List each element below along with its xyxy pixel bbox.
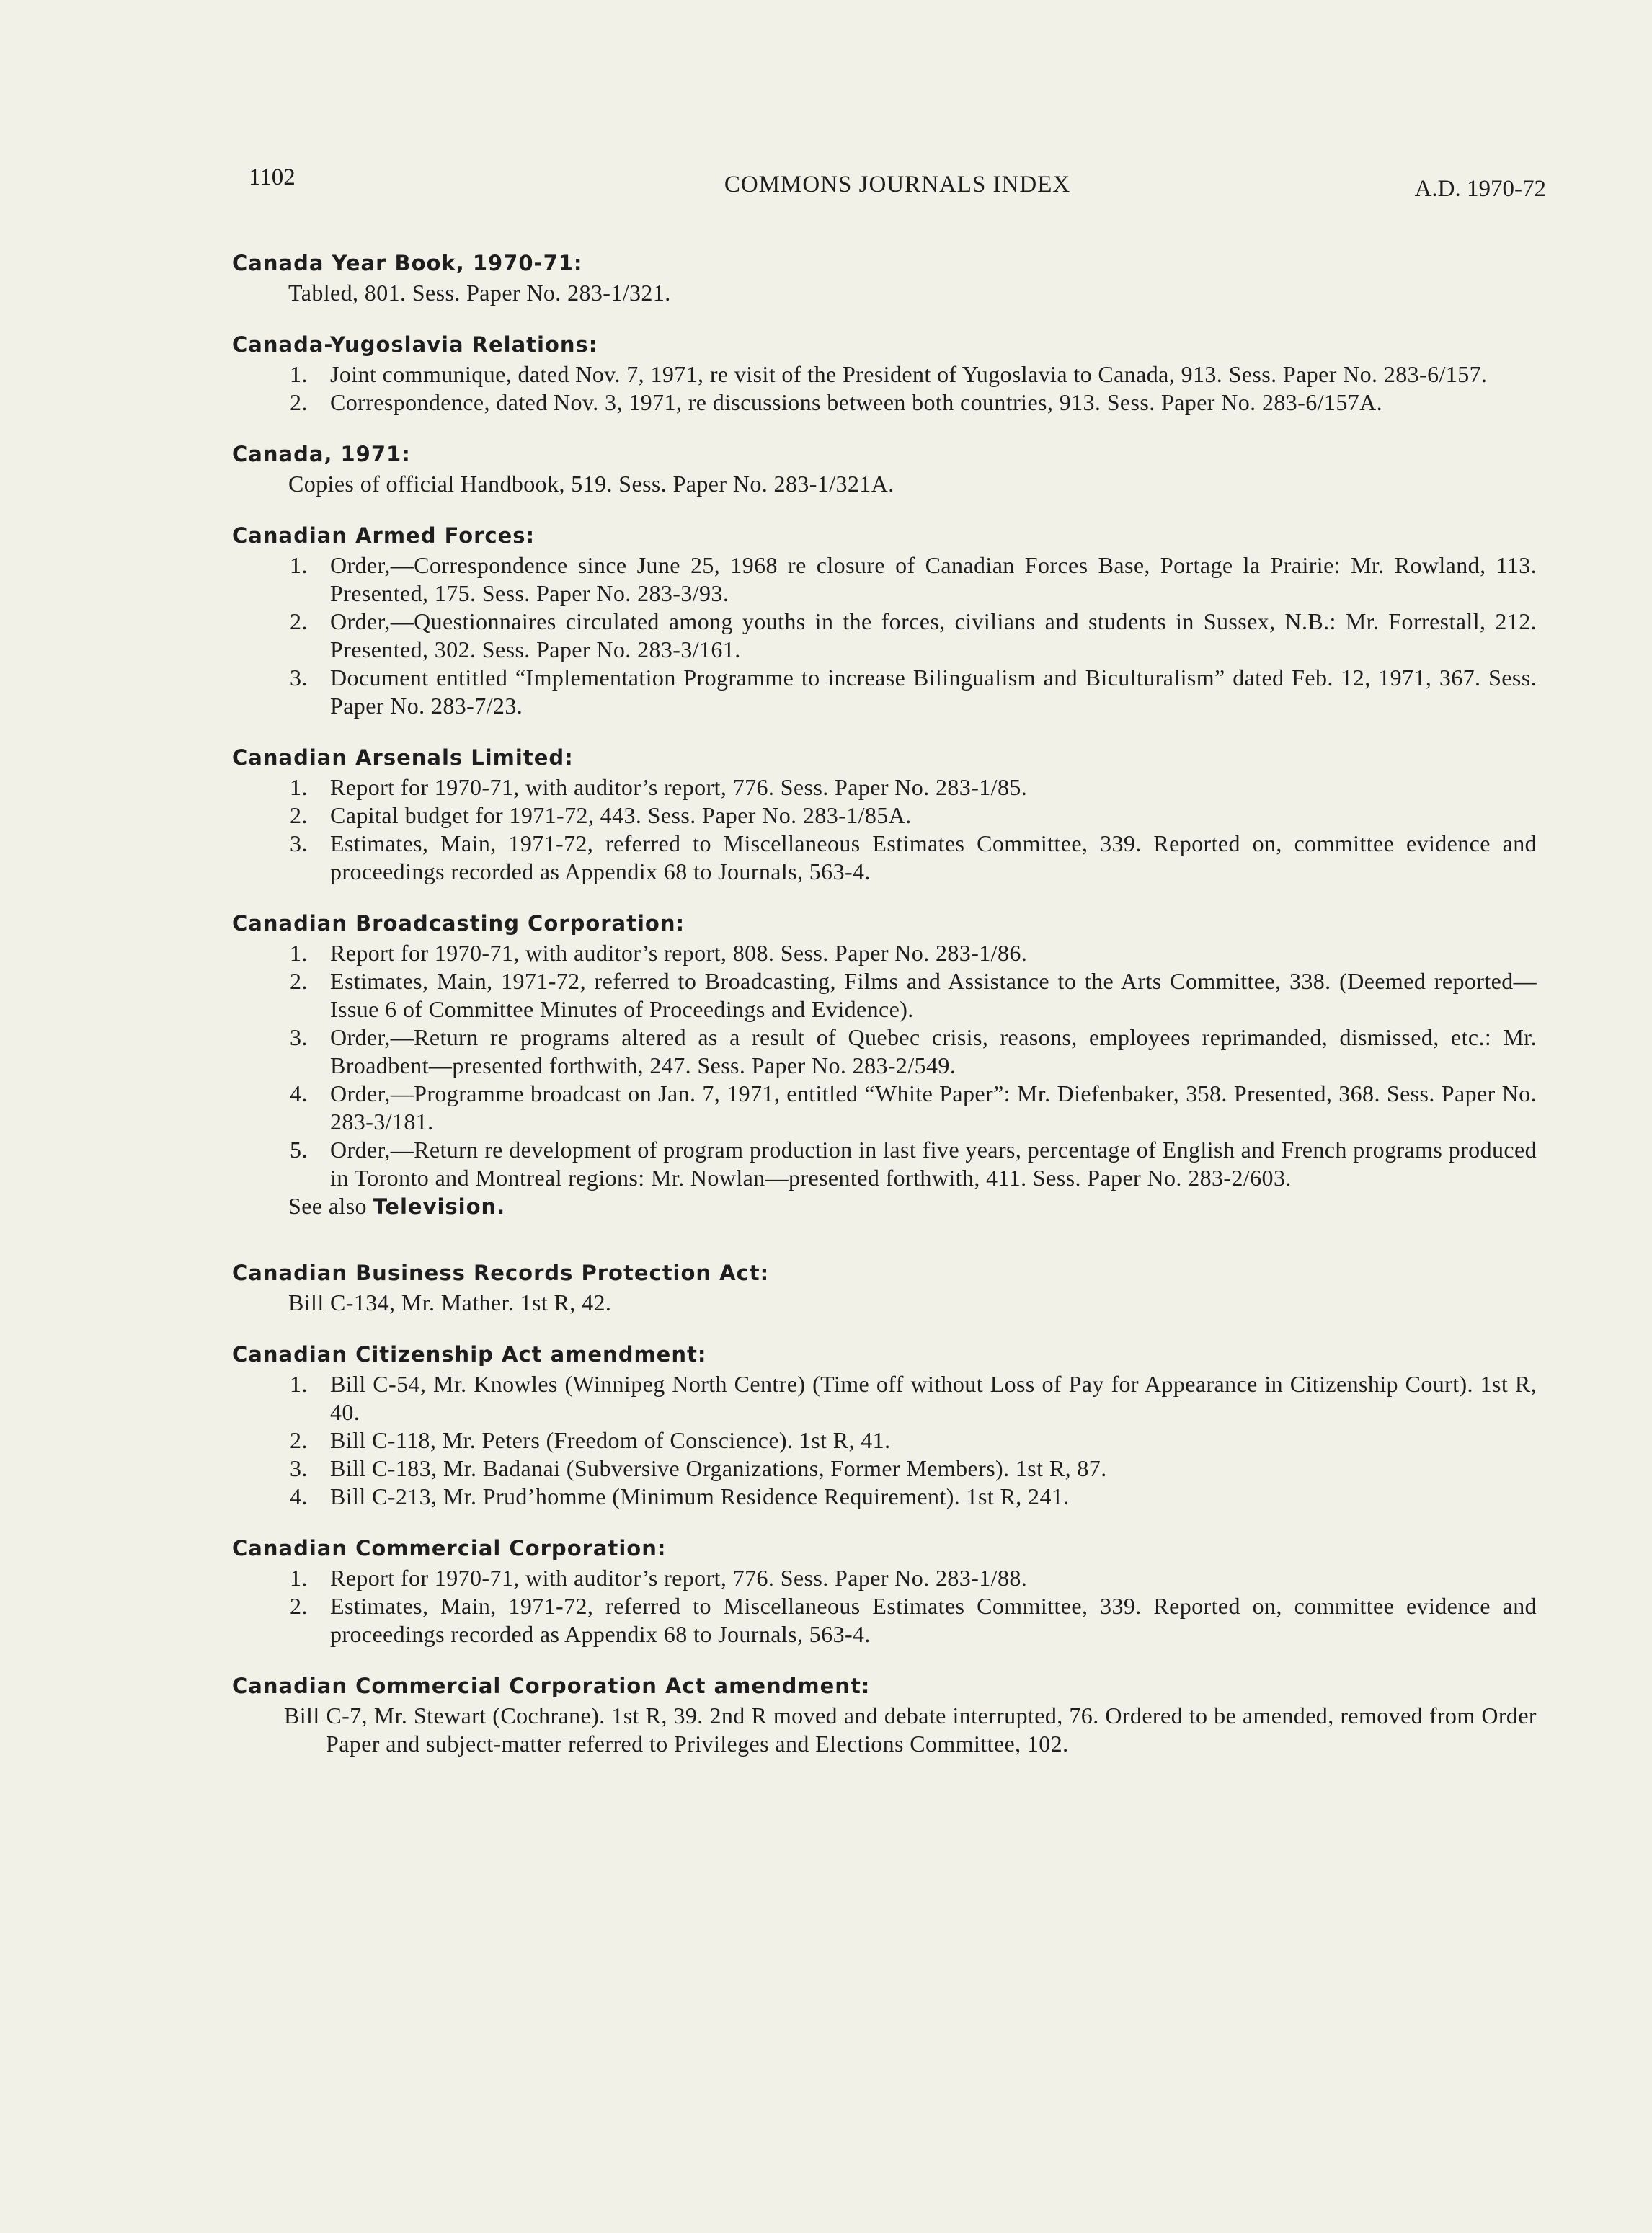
item-number: 2. bbox=[290, 968, 308, 994]
item-number: 1. bbox=[290, 1371, 308, 1397]
entry-heading: Canadian Armed Forces: bbox=[232, 523, 536, 548]
entry-item bbox=[232, 1426, 1537, 1455]
index-entry-canadian-broadcasting-corporation bbox=[232, 909, 1537, 1221]
item-text: Order,—Return re programs altered as a result of Quebec crisis, reasons, employees reprimanded, dismissed, etc.: Mr. Broadbent—presented forthwith, 247. Sess. Paper No. 283-2/549. bbox=[330, 1024, 1537, 1078]
item-text: Report for 1970-71, with auditor’s report, 808. Sess. Paper No. 283-1/86. bbox=[330, 940, 1028, 966]
item-text: Bill C-118, Mr. Peters (Freedom of Conscience). 1st R, 41. bbox=[330, 1427, 891, 1453]
item-text: Bill C-213, Mr. Prud’homme (Minimum Residence Requirement). 1st R, 241. bbox=[330, 1483, 1070, 1509]
entry-item bbox=[232, 1080, 1537, 1136]
entry-item bbox=[232, 389, 1537, 417]
entry-heading: Canadian Business Records Protection Act: bbox=[232, 1261, 770, 1285]
item-number: 4. bbox=[290, 1080, 308, 1106]
see-also-reference bbox=[232, 1192, 1537, 1221]
entry-item bbox=[232, 1024, 1537, 1080]
see-also-prefix: See also bbox=[288, 1193, 367, 1219]
item-text: Estimates, Main, 1971-72, referred to Miscellaneous Estimates Committee, 339. Reported on, committee evidence and proceedings recorded as Appendix 68 to Journals, 563-4. bbox=[330, 830, 1537, 884]
index-entry-canadian-arsenals-limited bbox=[232, 743, 1537, 886]
entry-item bbox=[232, 1592, 1537, 1648]
item-text: Bill C-183, Mr. Badanai (Subversive Organizations, Former Members). 1st R, 87. bbox=[330, 1455, 1107, 1481]
index-entry-canadian-commercial-corporation-act-amendment bbox=[232, 1672, 1537, 1758]
entry-heading: Canadian Arsenals Limited: bbox=[232, 745, 574, 770]
entry-item-list bbox=[232, 551, 1537, 720]
entry-item bbox=[232, 1564, 1537, 1592]
entry-item bbox=[232, 967, 1537, 1024]
entry-text: Bill C-134, Mr. Mather. 1st R, 42. bbox=[288, 1289, 612, 1315]
entry-item bbox=[232, 608, 1537, 664]
entry-heading: Canadian Citizenship Act amendment: bbox=[232, 1342, 707, 1367]
journal-title: COMMONS JOURNALS INDEX bbox=[724, 172, 1071, 197]
entry-heading: Canadian Broadcasting Corporation: bbox=[232, 911, 685, 936]
item-text: Joint communique, dated Nov. 7, 1971, re visit of the President of Yugoslavia to Canada, 913. Sess. Paper No. 283-6/157. bbox=[330, 361, 1488, 387]
item-text: Estimates, Main, 1971-72, referred to Broadcasting, Films and Assistance to the Arts Committee, 338. (Deemed reported—Issue 6 of Committee Minutes of Proceedings and Evidence). bbox=[330, 968, 1537, 1022]
item-text: Report for 1970-71, with auditor’s report, 776. Sess. Paper No. 283-1/88. bbox=[330, 1565, 1028, 1591]
entry-heading: Canada-Yugoslavia Relations: bbox=[232, 332, 598, 357]
item-number: 3. bbox=[290, 830, 308, 856]
item-text: Order,—Correspondence since June 25, 1968 re closure of Canadian Forces Base, Portage la Prairie: Mr. Rowland, 113. Presented, 175. Sess. Paper No. 283-3/93. bbox=[330, 552, 1537, 606]
item-text: Order,—Programme broadcast on Jan. 7, 1971, entitled “White Paper”: Mr. Diefenbaker, 358. Presented, 368. Sess. Paper No. 283-3/181. bbox=[330, 1080, 1537, 1135]
index-entry-canadian-citizenship-act-amendment bbox=[232, 1340, 1537, 1511]
index-entry-canada-1971 bbox=[232, 440, 1537, 498]
item-number: 1. bbox=[290, 552, 308, 578]
item-text: Bill C-54, Mr. Knowles (Winnipeg North Centre) (Time off without Loss of Pay for Appearance in Citizenship Court). 1st R, 40. bbox=[330, 1371, 1537, 1425]
item-number: 1. bbox=[290, 1565, 308, 1591]
entry-heading: Canada, 1971: bbox=[232, 442, 411, 466]
entry-item bbox=[232, 664, 1537, 720]
entry-text: Bill C-7, Mr. Stewart (Cochrane). 1st R, 39. 2nd R moved and debate interrupted, 76. Ordered to be amended, removed from Order Paper and subject-matter referred to Privileges and Elections Committee, 102. bbox=[284, 1703, 1537, 1757]
entry-item bbox=[232, 1483, 1537, 1511]
item-number: 1. bbox=[290, 940, 308, 966]
entry-item-list bbox=[232, 773, 1537, 886]
entry-item bbox=[232, 551, 1537, 608]
item-text: Report for 1970-71, with auditor’s report, 776. Sess. Paper No. 283-1/85. bbox=[330, 774, 1028, 800]
index-content bbox=[232, 249, 1537, 1781]
entry-heading: Canadian Commercial Corporation Act amendment: bbox=[232, 1674, 871, 1698]
see-also-target: Television. bbox=[373, 1194, 506, 1219]
item-number: 4. bbox=[290, 1483, 308, 1509]
item-text: Correspondence, dated Nov. 3, 1971, re discussions between both countries, 913. Sess. Paper No. 283-6/157A. bbox=[330, 389, 1383, 415]
page-number: 1102 bbox=[249, 164, 296, 190]
index-entry-canadian-armed-forces bbox=[232, 521, 1537, 720]
entry-text: Copies of official Handbook, 519. Sess. Paper No. 283-1/321A. bbox=[288, 471, 894, 497]
index-entry-canadian-commercial-corporation bbox=[232, 1534, 1537, 1648]
item-number: 3. bbox=[290, 1455, 308, 1481]
entry-item bbox=[232, 773, 1537, 802]
item-number: 1. bbox=[290, 361, 308, 387]
item-text: Order,—Questionnaires circulated among youths in the forces, civilians and students in Sussex, N.B.: Mr. Forrestall, 212. Presented, 302. Sess. Paper No. 283-3/161. bbox=[330, 608, 1537, 662]
item-number: 2. bbox=[290, 608, 308, 634]
index-entry-canada-yugoslavia-relations bbox=[232, 330, 1537, 417]
item-text: Order,—Return re development of program production in last five years, percentage of English and French programs produced in Toronto and Montreal regions: Mr. Nowlan—presented forthwith, 411. Sess. Paper No. 283-2/603. bbox=[330, 1137, 1537, 1191]
entry-item bbox=[232, 830, 1537, 886]
item-number: 3. bbox=[290, 665, 308, 691]
entry-item-list bbox=[232, 939, 1537, 1192]
entry-text: Tabled, 801. Sess. Paper No. 283-1/321. bbox=[288, 280, 671, 306]
entry-item bbox=[232, 939, 1537, 967]
entry-item bbox=[232, 1370, 1537, 1426]
entry-item bbox=[232, 360, 1537, 389]
item-text: Capital budget for 1971-72, 443. Sess. Paper No. 283-1/85A. bbox=[330, 802, 912, 828]
item-text: Estimates, Main, 1971-72, referred to Miscellaneous Estimates Committee, 339. Reported on, committee evidence and proceedings recorded as Appendix 68 to Journals, 563-4. bbox=[330, 1593, 1537, 1647]
index-entry-canada-year-book bbox=[232, 249, 1537, 307]
running-head bbox=[249, 164, 1546, 208]
entry-item bbox=[232, 802, 1537, 830]
entry-item bbox=[232, 1455, 1537, 1483]
entry-item bbox=[232, 1136, 1537, 1192]
item-number: 2. bbox=[290, 389, 308, 415]
entry-item-list bbox=[232, 360, 1537, 417]
period-label: A.D. 1970-72 bbox=[1414, 176, 1546, 202]
index-entry-canadian-business-records-protection-act bbox=[232, 1258, 1537, 1317]
item-text: Document entitled “Implementation Programme to increase Bilingualism and Biculturalism” dated Feb. 12, 1971, 367. Sess. Paper No. 283-7/23. bbox=[330, 665, 1537, 719]
item-number: 5. bbox=[290, 1137, 308, 1163]
entry-item-list bbox=[232, 1564, 1537, 1648]
item-number: 1. bbox=[290, 774, 308, 800]
entry-item-list bbox=[232, 1370, 1537, 1511]
item-number: 2. bbox=[290, 1427, 308, 1453]
item-number: 2. bbox=[290, 802, 308, 828]
item-number: 2. bbox=[290, 1593, 308, 1619]
item-number: 3. bbox=[290, 1024, 308, 1050]
entry-heading: Canadian Commercial Corporation: bbox=[232, 1536, 667, 1561]
entry-heading: Canada Year Book, 1970-71: bbox=[232, 251, 583, 275]
